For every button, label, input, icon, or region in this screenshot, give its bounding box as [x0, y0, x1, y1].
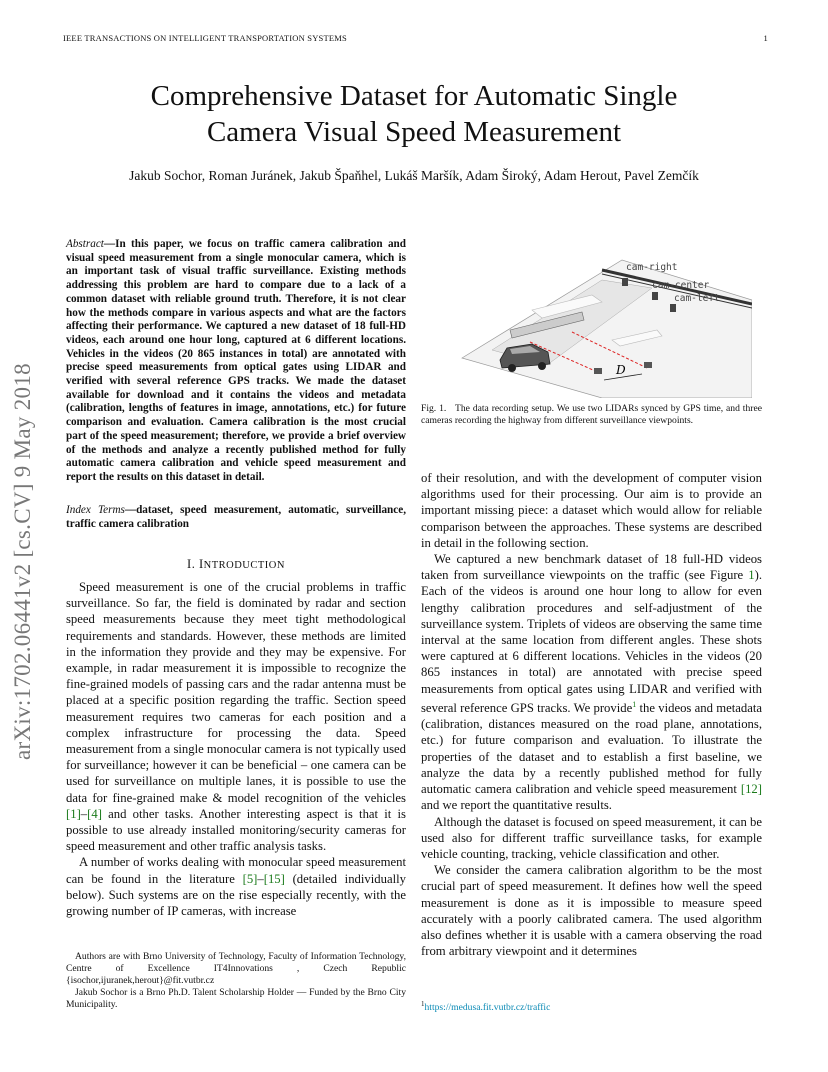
index-terms	[66, 504, 406, 531]
introduction-text	[66, 579, 406, 919]
camera-left-icon	[670, 304, 676, 312]
url-footnote	[421, 1000, 762, 1013]
caption-label: Fig. 1.	[421, 403, 447, 414]
title-line-1: Comprehensive Dataset for Automatic Single	[150, 80, 678, 112]
lidar-2-icon	[644, 362, 652, 368]
footnote-number: 1	[421, 1000, 425, 1008]
footnote-affiliation: Authors are with Brno University of Technology, Faculty of Information Technology, Centre of Excellence IT4Innovations , Czech Republic {isochor,ijuranek,herout}@fit.vutbr.cz	[66, 951, 406, 986]
figure-1	[452, 240, 752, 398]
title-line-2: Camera Visual Speed Measurement	[206, 116, 622, 148]
distance-label: D	[616, 363, 626, 377]
intro-paragraph-2: A number of works dealing with monocular speed measurement can be found in the literature [5]–[15] (detailed individually below). Such systems are on the rise especially recently, with the growing number of IP cameras, with increase	[66, 855, 406, 919]
camera-center-icon	[652, 292, 658, 300]
author-list: Jakub Sochor, Roman Juránek, Jakub Špaňhel, Lukáš Maršík, Adam Široký, Adam Herout, Pavel Zemčík	[129, 168, 699, 183]
right-paragraph-2: Although the dataset is focused on speed measurement, it can be used also for different traffic surveillance tasks, for example vehicle counting, tracking, vehicle classification and other.	[421, 814, 762, 861]
page-number: 1	[763, 33, 768, 43]
citation-link[interactable]: [1]	[66, 806, 81, 821]
citation-link[interactable]: [5]	[242, 871, 258, 886]
cam-center-label: cam-center	[652, 280, 710, 291]
paper-title	[60, 78, 768, 150]
citation-link[interactable]: [4]	[87, 806, 102, 821]
cam-left-label: cam-left	[674, 293, 720, 304]
index-terms-text: —dataset, speed measurement, automatic, surveillance, traffic camera calibration	[66, 504, 406, 530]
running-header	[63, 33, 768, 43]
right-column-text	[421, 470, 762, 959]
intro-paragraph-1: Speed measurement is one of the crucial problems in traffic surveillance. So far, the field is dominated by radar and section speed measurements because they meet tight methodological requirements and standards. However, these methods are limited in the information they provide and they may be expensive. For example, in radar measurement it is impossible to recognize the fine-grained models of passing cars and the radar antenna must be placed at a specific position regarding the traffic. Section speed measurement requires two cameras for each position and a complex infrastructure for processing the data. Speed measurement from a single monocular camera is not typically used for surveillance; however it can be beneficial – one camera can be used for surveillance on multiple lanes, it is possible to use the data for fine-grained make & model recognition of the vehicles [1]–[4] and other tasks. Another interesting aspect is that it is possible to use already installed monitoring/security cameras for speed measurement and other traffic analysis tasks.	[66, 580, 406, 854]
right-paragraph-3: We consider the camera calibration algorithm to be the most crucial part of speed measurement. It defines how well the speed measurement is done as it is impossible to measure speed accurately with a poorly calibrated camera. The used algorithm also defines whether it is usable with a camera observing the road from arbitrary viewpoint and it determines	[421, 863, 762, 959]
figure-caption	[421, 403, 762, 427]
lidar-1-icon	[594, 368, 602, 374]
arxiv-stamp: arXiv:1702.06441v2 [cs.CV] 9 May 2018	[10, 363, 35, 760]
right-paragraph-1: We captured a new benchmark dataset of 18 full-HD videos taken from surveillance viewpoints on the traffic (see Figure 1). Each of the videos is around one hour long to allow for even lengthy calibration procedures and self-adjustment of the surveillance system. Triplets of videos are observing the same time interval at the same location from different angles. These shots were captured at 6 different locations. Vehicles in the videos (20 865 instances in total) are annotated with precise speed measurements from optical gates using LIDAR and verified with several reference GPS tracks. We provide$^1$ the videos and metadata (calibration, distances measured on the road plane, annotations, etc.) for future comparison and evaluation. To illustrate the properties of the dataset and to establish a first baseline, we analyze the data by a recently published method for fully automatic camera calibration and vehicle speed measurement [12] and we report the quantitative results.	[421, 552, 762, 813]
index-terms-label: Index Terms	[66, 504, 125, 516]
figure-link[interactable]: 1	[748, 568, 755, 583]
affiliation-footnotes	[66, 951, 406, 1011]
footnote-link[interactable]: 1	[632, 699, 637, 709]
footnote-funding: Jakub Sochor is a Brno Ph.D. Talent Scholarship Holder — Funded by the Brno City Municipality.	[66, 987, 406, 1010]
dataset-url-link[interactable]: https://medusa.fit.vutbr.cz/traffic	[424, 1002, 551, 1014]
journal-name: IEEE TRANSACTIONS ON INTELLIGENT TRANSPORTATION SYSTEMS	[63, 33, 347, 43]
abstract-label: Abstract	[66, 238, 104, 250]
section-heading: I. INTRODUCTION	[187, 557, 285, 571]
right-paragraph-0: of their resolution, and with the development of computer vision algorithms used for their processing. Our aim is to provide an important missing piece: a dataset which would allow for reliable comparison between the approaches. These systems are described in detail in the following section.	[421, 471, 762, 550]
cam-right-label: cam-right	[626, 262, 678, 273]
abstract-text: —In this paper, we focus on traffic camera calibration and visual speed measurement from a single monocular camera, which is an important task of visual traffic surveillance. Existing methods addressing this problem are hard to compare due to a lack of a common dataset with reliable ground truth. Therefore, it is not clear how the methods compare in various aspects and what are the factors affecting their performance. We captured a new dataset of 18 full-HD videos, each around one hour long, captured at 6 different locations. Vehicles in the videos (20 865 instances in total) are annotated with precise speed measurements from optical gates using LIDAR and verified with several reference GPS tracks. We made the dataset available for download and it contains the videos and metadata (calibration, lengths of features in image, annotations, etc.) for future comparison and evaluation. Camera calibration is the most crucial part of the speed measurement; therefore, we provide a brief overview of the methods and analyze a recently published method for fully automatic camera calibration and vehicle speed measurement and report the results on this dataset in detail.	[66, 238, 406, 483]
camera-right-icon	[622, 278, 628, 286]
caption-text: The data recording setup. We use two LIDARs synced by GPS time, and three cameras recording the highway from different surveillance viewpoints.	[421, 403, 762, 426]
citation-link[interactable]: [12]	[740, 782, 762, 797]
abstract	[66, 238, 406, 485]
citation-link[interactable]: [15]	[263, 871, 285, 886]
